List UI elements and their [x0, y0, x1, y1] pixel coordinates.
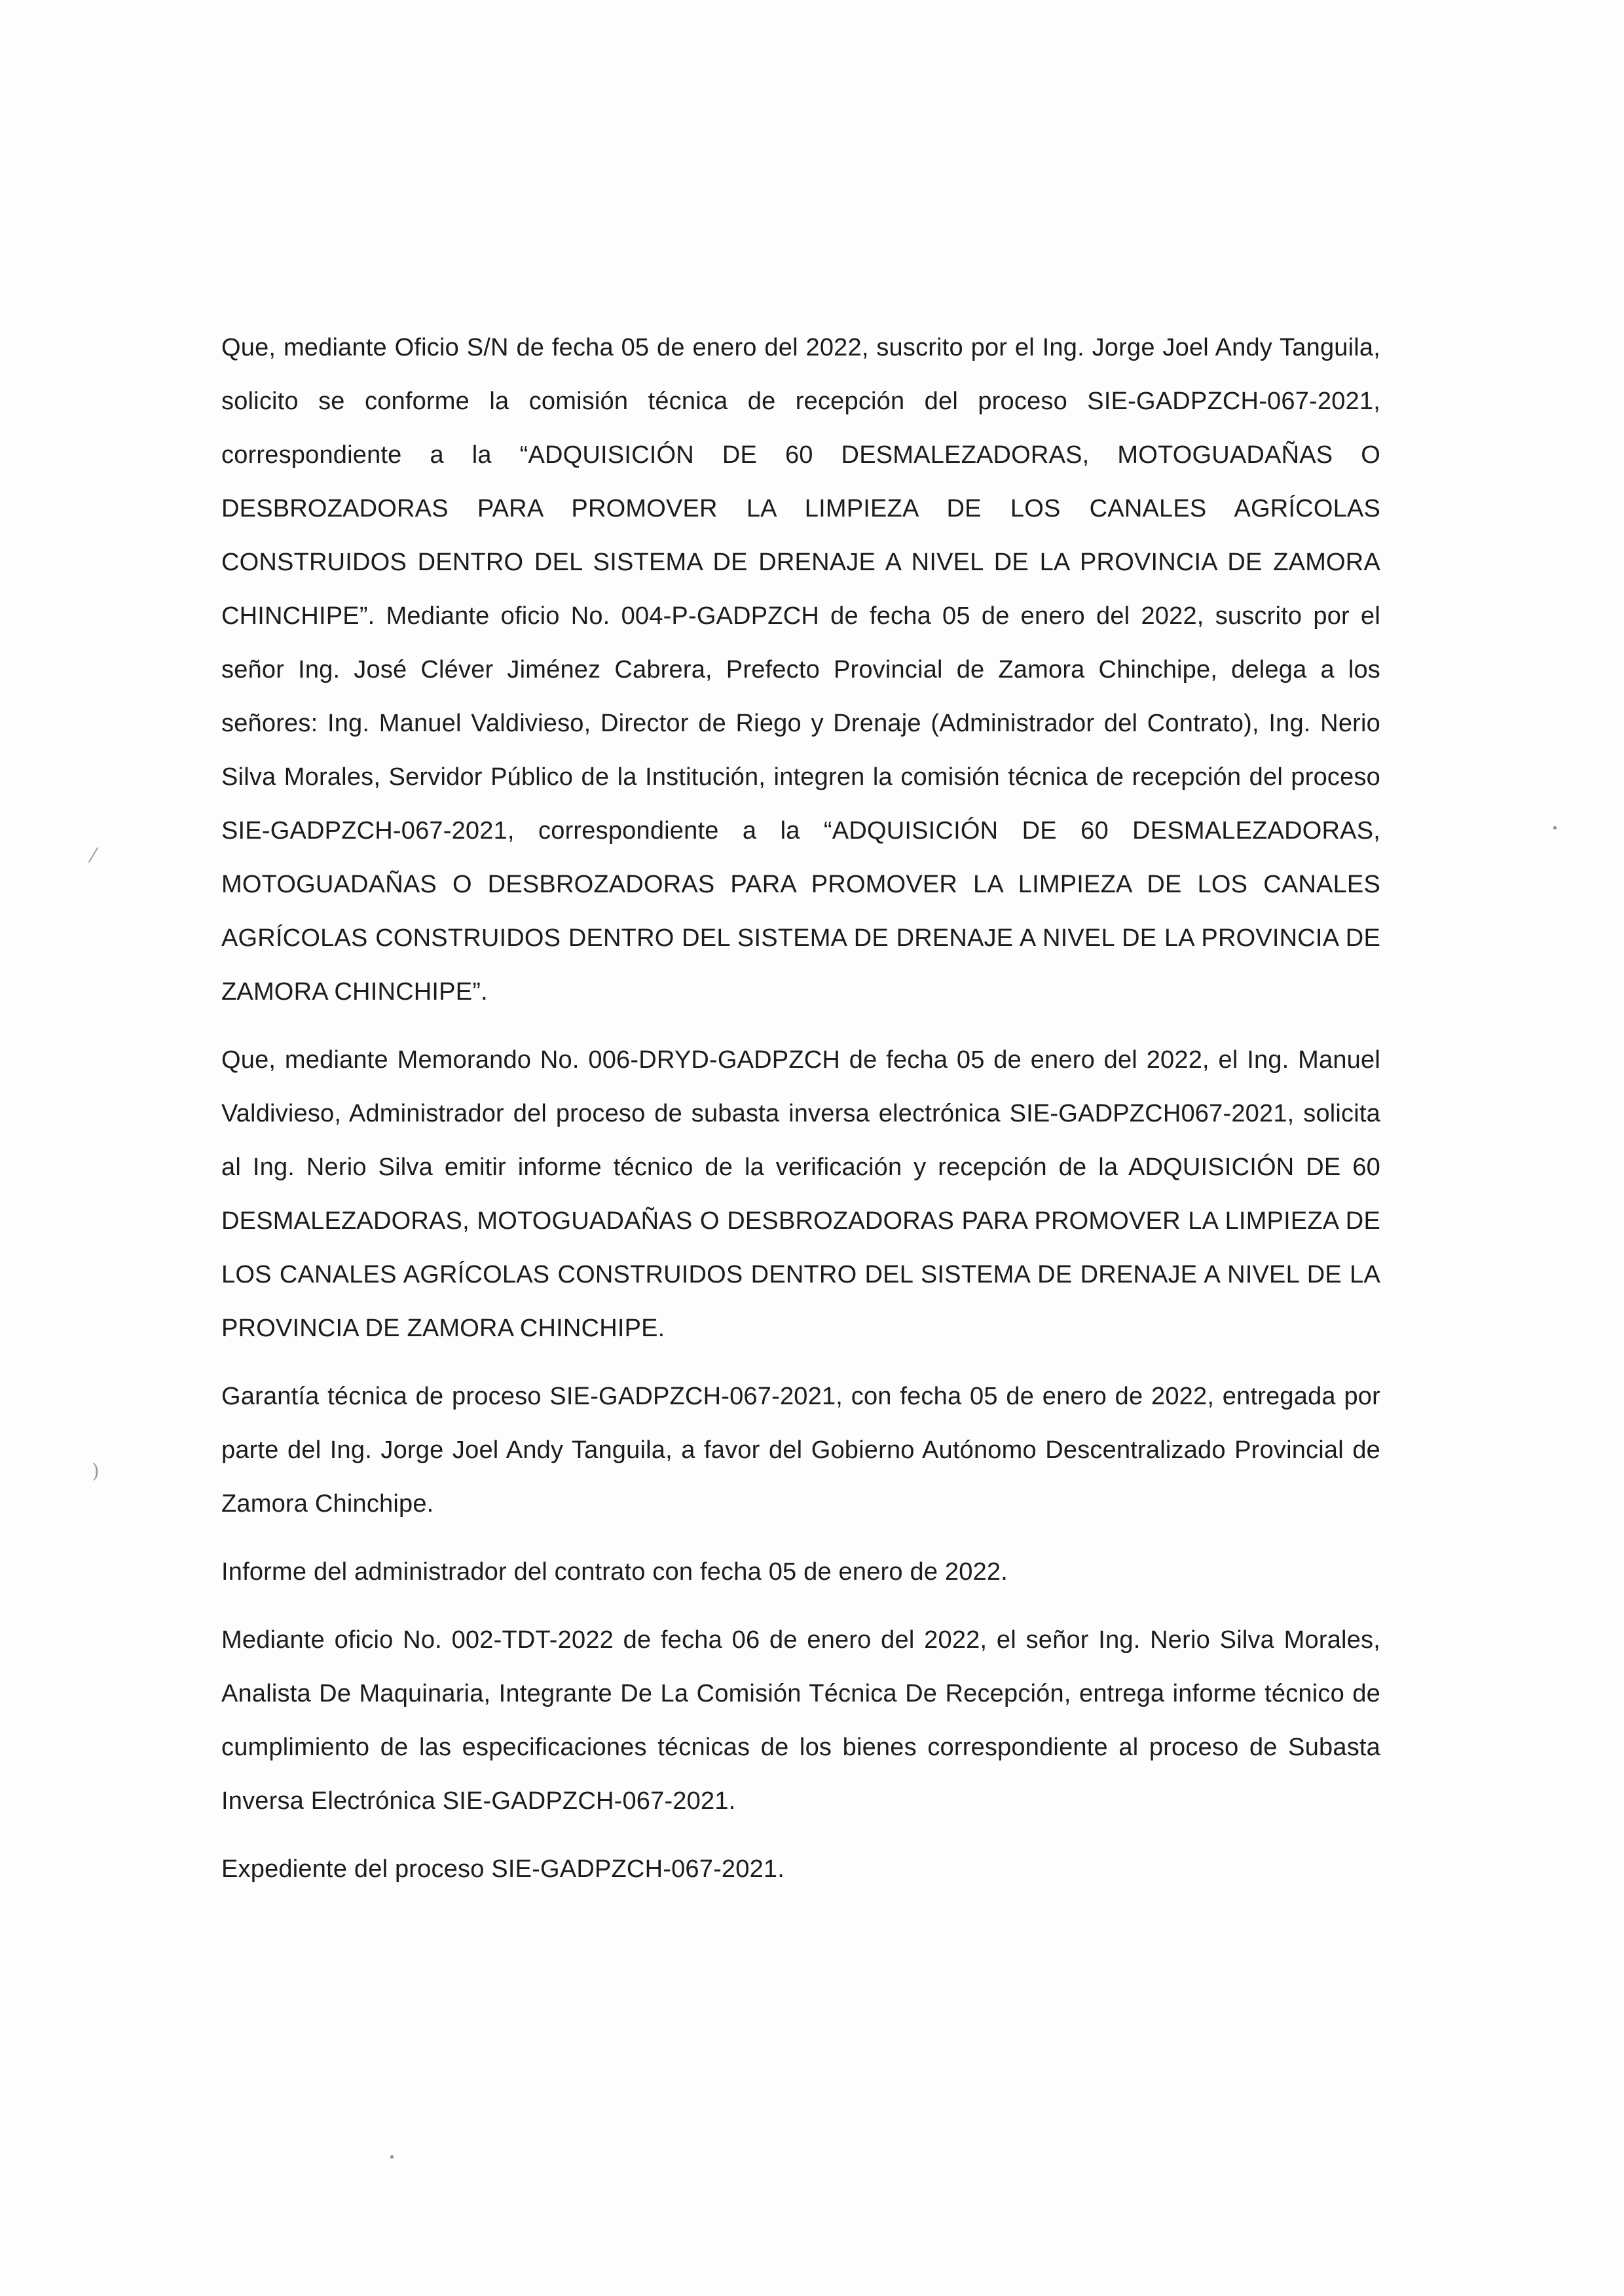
paragraph-expediente: Expediente del proceso SIE-GADPZCH-067-2021.: [221, 1855, 785, 1883]
paragraph-garantia-tecnica: Garantía técnica de proceso SIE-GADPZCH-067-2021, con fecha 05 de enero de 2022, entregada por parte del Ing. Jorge Joel Andy Tanguila, a favor del Gobierno Autónomo Descentralizado Provincial de Zamora Chinchipe.: [221, 1383, 1380, 1518]
scan-mark-left-2: ): [92, 1460, 100, 1483]
paragraph-informe-administrador: Informe del administrador del contrato con fecha 05 de enero de 2022.: [221, 1558, 1008, 1586]
document-body: [221, 321, 1380, 1896]
paragraph-oficio-informe-tecnico: Mediante oficio No. 002-TDT-2022 de fecha 06 de enero del 2022, el señor Ing. Nerio Silva Morales, Analista De Maquinaria, Integrante De La Comisión Técnica De Recepción, entrega informe técnico de cumplimiento de las especificaciones técnicas de los bienes correspondiente al proceso de Subasta Inversa Electrónica SIE-GADPZCH-067-2021.: [221, 1626, 1380, 1815]
scan-dot-right: [1553, 826, 1557, 829]
paragraph-oficio-comision: Que, mediante Oficio S/N de fecha 05 de enero del 2022, suscrito por el Ing. Jorge Joel Andy Tanguila, solicito se conforme la comisión técnica de recepción del proceso SIE-GADPZCH-067-2021, correspondiente a la “ADQUISICIÓN DE 60 DESMALEZADORAS, MOTOGUADAÑAS O DESBROZADORAS PARA PROMOVER LA LIMPIEZA DE LOS CANALES AGRÍCOLAS CONSTRUIDOS DENTRO DEL SISTEMA DE DRENAJE A NIVEL DE LA PROVINCIA DE ZAMORA CHINCHIPE”. Mediante oficio No. 004-P-GADPZCH de fecha 05 de enero del 2022, suscrito por el señor Ing. José Cléver Jiménez Cabrera, Prefecto Provincial de Zamora Chinchipe, delega a los señores: Ing. Manuel Valdivieso, Director de Riego y Drenaje (Administrador del Contrato), Ing. Nerio Silva Morales, Servidor Público de la Institución, integren la comisión técnica de recepción del proceso SIE-GADPZCH-067-2021, correspondiente a la “ADQUISICIÓN DE 60 DESMALEZADORAS, MOTOGUADAÑAS O DESBROZADORAS PARA PROMOVER LA LIMPIEZA DE LOS CANALES AGRÍCOLAS CONSTRUIDOS DENTRO DEL SISTEMA DE DRENAJE A NIVEL DE LA PROVINCIA DE ZAMORA CHINCHIPE”.: [221, 334, 1380, 1006]
scan-dot-bottom: [390, 2155, 394, 2159]
paragraph-memorando: Que, mediante Memorando No. 006-DRYD-GADPZCH de fecha 05 de enero del 2022, el Ing. Manuel Valdivieso, Administrador del proceso de subasta inversa electrónica SIE-GADPZCH067-2021, solicita al Ing. Nerio Silva emitir informe técnico de la verificación y recepción de la ADQUISICIÓN DE 60 DESMALEZADORAS, MOTOGUADAÑAS O DESBROZADORAS PARA PROMOVER LA LIMPIEZA DE LOS CANALES AGRÍCOLAS CONSTRUIDOS DENTRO DEL SISTEMA DE DRENAJE A NIVEL DE LA PROVINCIA DE ZAMORA CHINCHIPE.: [221, 1046, 1380, 1342]
scan-mark-left-1: ⁄: [92, 845, 96, 867]
